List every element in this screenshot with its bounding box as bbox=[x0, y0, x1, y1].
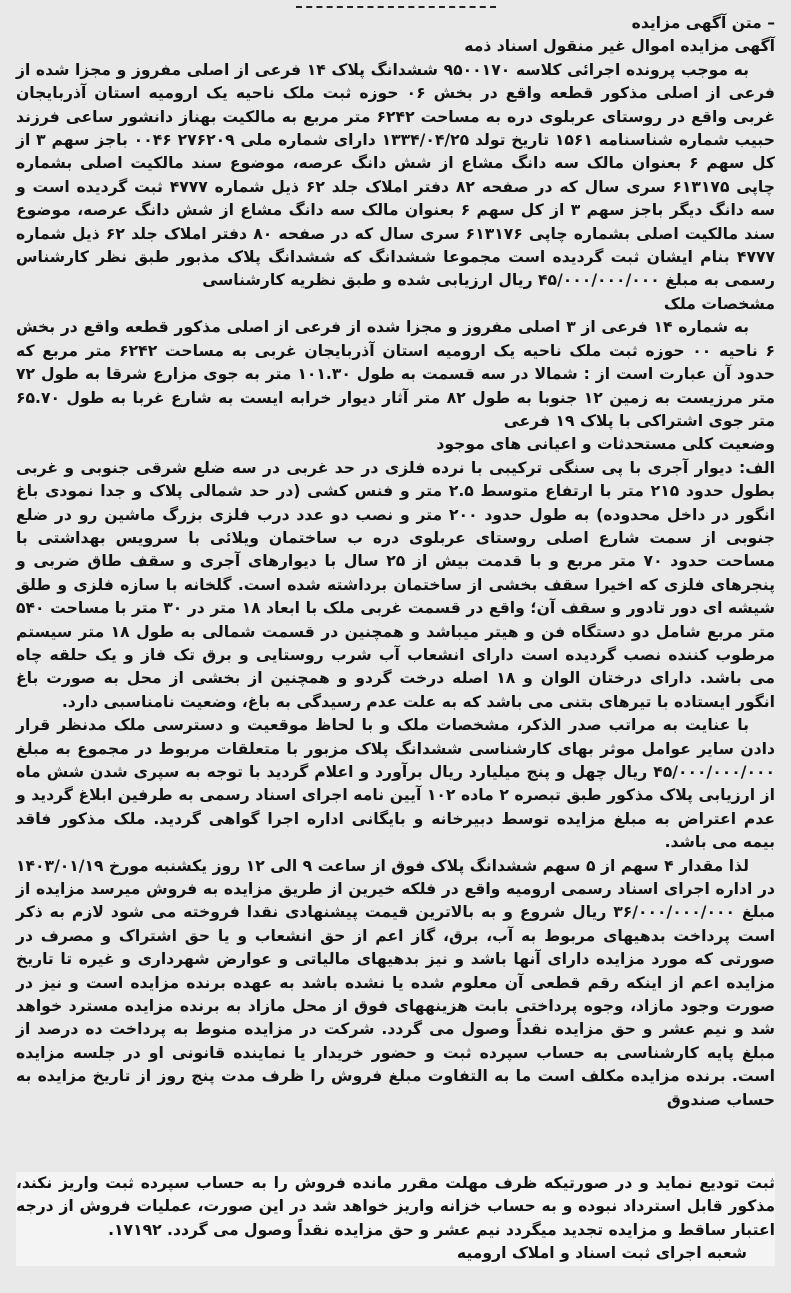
paragraph-valuation: با عنایت به مراتب صدر الذکر، مشخصات ملک و با لحاظ موقعیت و دسترسی ملک مدنظر قرار دادن سایر عوامل موثر بهای کارشناسی ششدانگ پلاک مزبور با متعلقات مربوط در مجموع به مبلغ ۴۵/۰۰۰/۰۰۰/۰۰۰ ریال چهل و پنج میلیارد ریال برآورد و اعلام گردید با توجه به سپری شدن شش ماه از ارزیابی پلاک مذکور طبق تبصره ۲ ماده ۱۰۲ آیین نامه اجرای اسناد رسمی به طرفین ابلاغ گردید و عدم اعتراض به مبلغ مزایده توسط دبیرخانه و بایگانی اداره اجرا گواهی گردید. ملک مذکور فاقد بیمه می باشد. bbox=[16, 716, 776, 852]
paragraph-auction-terms: لذا مقدار ۴ سهم از ۵ سهم ششدانگ پلاک فوق از ساعت ۹ الی ۱۲ روز یکشنبه مورخ ۱۴۰۳/۰۱/۱۹ در اداره اجرای اسناد رسمی ارومیه واقع در فلکه خیرین از طریق مزایده به فروش میرسد مزایده از مبلغ ۳۶/۰۰۰/۰۰۰/۰۰۰ ریال شروع و به بالاترین قیمت پیشنهادی نقدا فروخته می شود لازم به ذکر است پرداخت بدهیهای مربوط به آب، برق، گاز اعم از حق انشعاب و یا حق اشتراک و مصرف در صورتی که مورد مزایده دارای آنها باشد و نیز بدهیهای مالیاتی و عوارض شهرداری و غیره تا تاریخ مزایده اعم از اینکه رقم قطعی آن معلوم شده یا نشده باشد به عهده برنده مزایده است و نیز در صورت وجود مازاد، وجوه پرداختی بابت هزینههای فوق از محل مازاد به برنده مزایده مسترد خواهد شد و نیم عشر و حق مزایده نقداً وصول می گردد. شرکت در مزایده منوط به پرداخت ده درصد از مبلغ پایه کارشناسی به حساب سپرده ثبت و حضور خریدار یا نماینده قانونی او در جلسه مزایده است. برنده مزایده مکلف است ما به التفاوت مبلغ فروش را ظرف مدت پنج روز از تاریخ مزایده به حساب صندوق bbox=[16, 856, 775, 1109]
notice-title: آگهی مزایده اموال غیر منقول اسناد ذمه bbox=[464, 37, 775, 56]
paragraph-boundaries: به شماره ۱۴ فرعی از ۳ اصلی مفروز و مجزا شده از فرعی از اصلی مذکور قطعه واقع در بخش ۶ ناحیه ۰۰ حوزه ثبت ملک ناحیه یک ارومیه استان آذربایجان غربی به مساحت ۶۲۴۲ متر مربع که حدود آن عبارت است از : شمالا در سه قسمت به طول ۱۰۱.۳۰ متر به جوی مزارع شرقا به طول ۷۲ متر مرزیست به زمین ۱۲ جنوبا به طول ۸۲ متر آثار دیوار خرابه ایست به شارع غربا به طول ۶۵.۷۰ متر جوی اشتراکی با پلاک ۱۹ فرعی bbox=[16, 318, 775, 430]
subheading-structures: وضعیت کلی مستحدثات و اعیانی های موجود bbox=[436, 435, 775, 454]
notice-body bbox=[16, 12, 775, 1112]
subheading-property-specs: مشخصات ملک bbox=[663, 294, 775, 313]
notice-footer bbox=[16, 1172, 775, 1266]
section-label: – متن آگهی مزایده bbox=[631, 14, 775, 32]
paragraph-closing: ثبت تودیع نماید و در صورتیکه ظرف مهلت مقرر مانده فروش را به حساب سپرده ثبت واریز نکند، مذکور قابل استرداد نبوده و به حساب خزانه واریز خواهد شد در این صورت، عملیات فروش از درجه اعتبار ساقط و مزایده تجدید میگردد نیم عشر و حق مزایده نقداً وصول می گردد. ۱۷۱۹۲. bbox=[16, 1174, 775, 1239]
paragraph-structures: الف: دیوار آجری با پی سنگی ترکیبی با نرده فلزی در حد غربی در سه ضلع شرقی جنوبی و غربی بطول حدود ۲۱۵ متر با ارتفاع متوسط ۲.۵ متر و فنس کشی (در حد شمالی پلاک و جدا نمودی باغ انگور در داخل محدوده) به طول حدود ۲۰۰ متر و نصب دو عدد درب فلزی بزرگ ماشین رو در ضلع جنوبی از سمت شارع اصلی روستای عربلوی دره ب ساختمان ویلائی با سرویس بهداشتی با مساحت حدود ۷۰ متر مربع و با قدمت بیش از ۲۵ سال با دیوارهای آجری و سقف طاق ضربی و پنجرهای فلزی که اخیرا سقف بخشی از ساختمان برداشته شده است. گلخانه با سازه فلزی و طلق شیشه ای دور تادور و سقف آن؛ واقع در قسمت غربی ملک با ابعاد ۱۸ متر در ۳۰ متر با مساحت ۵۴۰ متر مربع شامل دو دستگاه فن و هیتر میباشد و همچنین در قسمت شمالی به طول ۱۸ متر سیستم مرطوب کننده نصب گردیده است دارای انشعاب آب شرب روستایی و برق تک فاز و یک حلقه چاه می باشد. دارای درختان الوان و ۱۸ اصله درخت گردو و همچنین از بخشی از محل به صورت باغ انگور ایستاده با تیرهای بتنی می باشد که به علت عدم رسیدگی به باغ، وضعیت نامناسبی دارد. bbox=[16, 458, 776, 711]
top-divider bbox=[296, 6, 496, 8]
paragraph-owner: به موجب پرونده اجرائی کلاسه ۹۵۰۰۱۷۰ ششدانگ پلاک ۱۴ فرعی از اصلی مفروز و مجزا شده از فرعی از اصلی مذکور قطعه واقع در بخش ۰۶ حوزه ثبت ملک ناحیه یک ارومیه استان آذربایجان غربی واقع در روستای عربلوی دره به مساحت ۶۲۴۲ متر مربع به مالکیت بهناز دانشور ساعی فرزند حبیب شماره شناسنامه ۱۵۶۱ تاریخ تولد ۱۳۳۴/۰۴/۲۵ دارای شماره ملی ۲۷۶۲۰۹ ۰۰۴۶ باجز سهم ۳ از کل سهم ۶ بعنوان مالک سه دانگ مشاع از شش دانگ عرصه، موضوع سند مالکیت اصلی بشماره چاپی ۶۱۳۱۷۵ سری سال که در صفحه ۸۲ دفتر املاک جلد ۶۲ ذیل شماره ۴۷۷۷ ثبت گردیده است و سه دانگ دیگر باجز سهم ۳ از کل سهم ۶ بعنوان مالک سه دانگ مشاع از شش دانگ عرصه، موضوع سند مالکیت اصلی بشماره چاپی ۶۱۳۱۷۶ سری سال که در صفحه ۸۰ دفتر املاک جلد ۶۲ ذیل شماره ۴۷۷۷ بنام ایشان ثبت گردیده است مجموعا ششدانگ که ششدانگ پلاک مذبور طبق نظر کارشناس رسمی به مبلغ ۴۵/۰۰۰/۰۰۰/۰۰۰ ریال ارزیابی شده و طبق نظریه کارشناسی bbox=[16, 60, 776, 290]
issuer-signature: شعبه اجرای ثبت اسناد و املاک ارومیه bbox=[456, 1244, 747, 1263]
